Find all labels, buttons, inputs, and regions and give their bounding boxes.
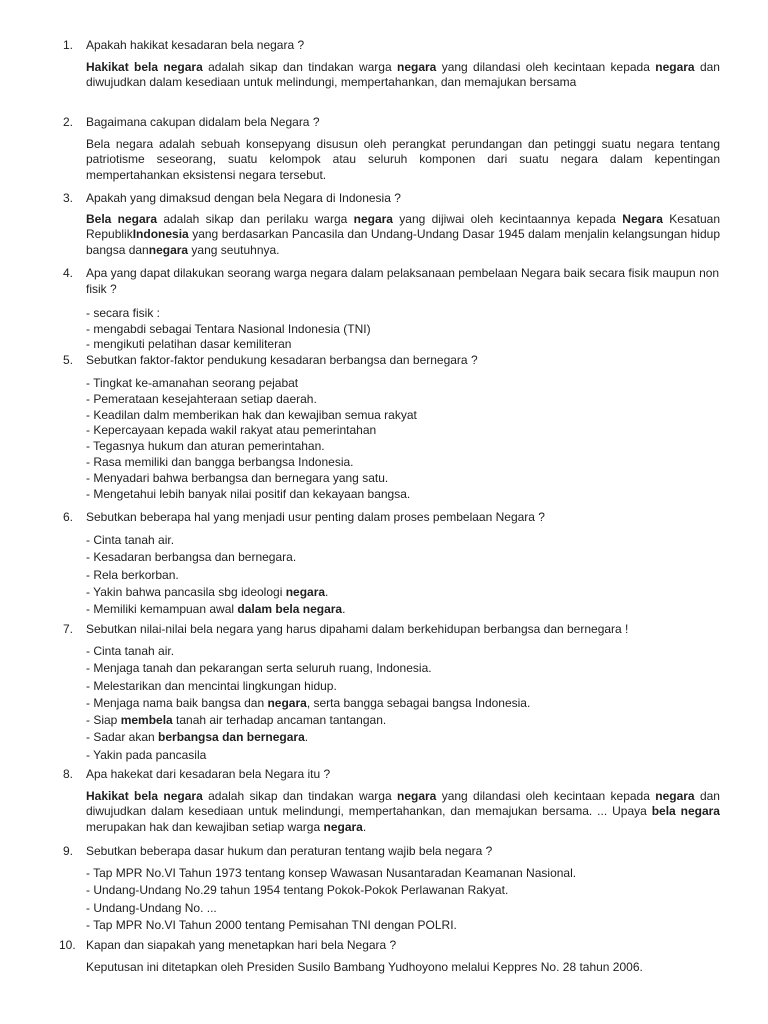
question-text: Kapan dan siapakah yang menetapkan hari bela Negara ?	[86, 938, 397, 952]
answer-text: yang dilandasi oleh kecintaan kepada	[436, 60, 656, 74]
bold-text: negara	[396, 60, 437, 74]
answer-7	[86, 643, 720, 764]
answer-text: merupakan hak dan kewajiban setiap warga	[86, 819, 324, 834]
bold-text: negara	[655, 789, 695, 803]
list-item	[86, 584, 720, 601]
bold-text: negara	[148, 242, 189, 257]
question-text: Apakah hakikat kesadaran bela negara ?	[86, 38, 305, 52]
list-item: - Mengetahui lebih banyak nilai positif dan kekayaan bangsa.	[86, 486, 411, 501]
bold-text: Indonesia	[132, 227, 189, 242]
answer-6	[86, 532, 720, 618]
bold-text: dalam bela negara	[237, 602, 343, 617]
bold-text: membela	[120, 713, 173, 728]
list-item: - Cinta tanah air.	[86, 533, 175, 547]
answer-9	[86, 865, 720, 934]
list-item: - Keadilan dalm memberikan hak dan kewajiban semua rakyat	[86, 407, 417, 422]
list-item: - Undang-Undang No. ...	[86, 900, 217, 915]
list-text: - Memiliki kemampuan awal	[86, 602, 238, 617]
list-item: - Cinta tanah air.	[86, 644, 175, 658]
question-number: 8.	[63, 767, 74, 781]
bold-text: negara	[323, 819, 363, 834]
answer-4	[86, 306, 720, 353]
list-text: .	[342, 602, 346, 617]
question-text: Sebutkan faktor-faktor pendukung kesadaran berbangsa dan bernegara ?	[86, 353, 478, 367]
bold-text: negara	[655, 60, 695, 74]
list-item: - Melestarikan dan mencintai lingkungan hidup.	[86, 678, 337, 693]
question-1	[63, 38, 723, 54]
answer-8	[86, 789, 720, 835]
question-number: 3.	[63, 191, 74, 205]
list-item	[86, 712, 720, 729]
bold-text: Negara	[622, 212, 663, 226]
list-item: - Tap MPR No.VI Tahun 2000 tentang Pemisahan TNI dengan POLRI.	[86, 917, 457, 932]
answer-2	[86, 137, 720, 183]
question-number: 7.	[63, 622, 74, 636]
question-3	[63, 191, 723, 207]
question-7	[63, 622, 723, 638]
answer-text: yang dilandasi oleh kecintaan kepada	[436, 789, 656, 803]
answer-text: adalah sikap dan perilaku warga	[157, 212, 354, 226]
question-text: Apa yang dapat dilakukan seorang warga negara dalam pelaksanaan pembelaan Negara baik secara fisik maupun non fisik ?	[86, 266, 720, 296]
question-number: 5.	[63, 353, 74, 367]
question-number: 2.	[63, 115, 74, 129]
answer-text: dan diwujudkan dalam kesediaan untuk melindungi, mempertahankan, dan memajukan bersama. ... Upaya	[86, 789, 720, 819]
list-item: - Kesadaran berbangsa dan bernegara.	[86, 550, 297, 565]
answer-text: adalah sikap dan tindakan warga	[202, 789, 397, 803]
question-8	[63, 767, 723, 783]
list-item	[86, 695, 720, 712]
bold-text: Hakikat bela negara	[86, 60, 203, 74]
question-number: 4.	[63, 266, 74, 280]
question-text: Apakah yang dimaksud dengan bela Negara di Indonesia ?	[86, 191, 401, 205]
answer-paragraph	[86, 60, 720, 91]
question-2	[63, 115, 723, 131]
question-text: Bagaimana cakupan didalam bela Negara ?	[86, 115, 320, 129]
answer-paragraph: Bela negara adalah sebuah konsepyang disusun oleh perangkat perundangan dan petinggi suatu negara tentang patriotisme seseorang, suatu kelompok atau seluruh komponen dari suatu negara dalam kepentingan mempertahankan eksistensi negara tersebut.	[86, 137, 720, 182]
list-item	[86, 729, 720, 746]
question-number: 1.	[63, 38, 74, 52]
question-9	[63, 844, 723, 860]
list-item: - Tingkat ke-amanahan seorang pejabat	[86, 376, 299, 390]
question-4	[63, 266, 723, 297]
list-text: - Yakin bahwa pancasila sbg ideologi	[86, 584, 286, 599]
list-text: - Menjaga nama baik bangsa dan	[86, 695, 268, 710]
list-item: - Rela berkorban.	[86, 567, 179, 582]
bold-text: bela negara	[651, 804, 720, 819]
question-6	[63, 510, 723, 526]
list-text: - Sadar akan	[86, 730, 159, 745]
question-text: Sebutkan nilai-nilai bela negara yang harus dipahami dalam berkehidupan berbangsa dan bernegara !	[86, 622, 629, 636]
answer-paragraph	[86, 212, 720, 258]
list-item: - secara fisik :	[86, 306, 161, 320]
answer-1	[86, 60, 720, 91]
bold-text: berbangsa dan bernegara	[158, 730, 305, 745]
question-10	[59, 938, 723, 954]
question-text: Apa hakekat dari kesadaran bela Negara itu ?	[86, 767, 331, 781]
list-item: - Yakin pada pancasila	[86, 747, 207, 762]
list-item: - Tegasnya hukum dan aturan pemerintahan.	[86, 439, 325, 454]
question-number: 9.	[63, 844, 74, 858]
bold-text: Hakikat bela negara	[86, 789, 203, 803]
question-text: Sebutkan beberapa dasar hukum dan peraturan tentang wajib bela negara ?	[86, 844, 493, 858]
list-text: .	[304, 730, 309, 745]
answer-text: yang dijiwai oleh kecintaannya kepada	[392, 212, 623, 226]
answer-paragraph	[86, 789, 720, 835]
list-item: - Pemerataan kesejahteraan setiap daerah.	[86, 391, 317, 406]
bold-text: negara	[285, 584, 326, 599]
list-item: - Menjaga tanah dan pekarangan serta seluruh ruang, Indonesia.	[86, 661, 432, 676]
list-text: tanah air terhadap ancaman tantangan.	[172, 713, 387, 728]
answer-text: .	[362, 819, 367, 834]
answer-3	[86, 212, 720, 258]
answer-paragraph: Keputusan ini ditetapkan oleh Presiden Susilo Bambang Yudhoyono melalui Keppres No. 28 tahun 2006.	[86, 960, 643, 974]
answer-10	[86, 960, 720, 975]
answer-text: Kesatuan Republik	[86, 212, 720, 242]
list-item	[86, 601, 720, 618]
bold-text: Bela negara	[86, 212, 158, 226]
answer-text: yang berdasarkan Pancasila dan Undang-Undang Dasar 1945 dalam menjalin kelangsungan hidup bangsa dan	[86, 227, 720, 257]
question-number: 6.	[63, 510, 74, 524]
bold-text: negara	[267, 695, 307, 710]
question-text: Sebutkan beberapa hal yang menjadi usur penting dalam proses pembelaan Negara ?	[86, 510, 545, 524]
list-item: - Menyadari bahwa berbangsa dan bernegara yang satu.	[86, 470, 389, 485]
question-number: 10.	[59, 938, 76, 952]
bold-text: negara	[353, 212, 393, 226]
list-item: - Undang-Undang No.29 tahun 1954 tentang Pokok-Pokok Perlawanan Rakyat.	[86, 883, 509, 898]
bold-text: negara	[396, 789, 437, 803]
list-item: - Rasa memiliki dan bangga berbangsa Indonesia.	[86, 454, 354, 469]
list-text: - Siap	[86, 713, 121, 728]
answer-text: adalah sikap dan tindakan warga	[202, 60, 397, 74]
list-item: - Tap MPR No.VI Tahun 1973 tentang konsep Wawasan Nusantaradan Keamanan Nasional.	[86, 866, 577, 880]
answer-5	[86, 376, 720, 502]
answer-text: dan diwujudkan dalam kesediaan untuk melindungi, mempertahankan, dan memajukan bersama	[86, 60, 720, 90]
list-item: - mengabdi sebagai Tentara Nasional Indonesia (TNI)	[86, 321, 371, 336]
list-text: .	[325, 584, 329, 599]
list-item: - Kepercayaan kepada wakil rakyat atau pemerintahan	[86, 423, 377, 438]
list-text: , serta bangga sebagai bangsa Indonesia.	[306, 695, 531, 710]
list-item: - mengikuti pelatihan dasar kemiliteran	[86, 337, 292, 352]
answer-text: yang seutuhnya.	[188, 242, 280, 257]
question-5	[63, 353, 723, 369]
